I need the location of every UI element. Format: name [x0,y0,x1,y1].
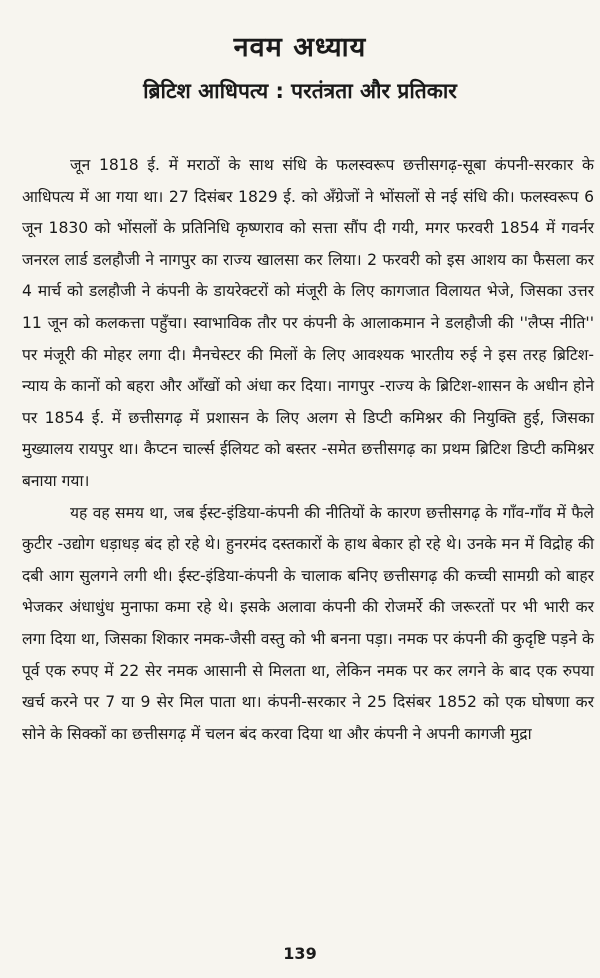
paragraph-2: यह वह समय था, जब ईस्ट-इंडिया-कंपनी की नीतियों के कारण छत्तीसगढ़ के गाँव-गाँव में फैले कुटीर -उद्योग धड़ाधड़ बंद हो रहे थे। हुनरमंद दस्तकारों के हाथ बेकार हो रहे थे। उनके मन में विद्रोह की दबी आग सुलगने लगी थी। ईस्ट-इंडिया-कंपनी के चालाक बनिए छत्तीसगढ़ की कच्ची सामग्री को बाहर भेजकर अंधाधुंध मुनाफा कमा रहे थे। इसके अलावा कंपनी की रोजमर्रे की जरूरतों पर भी भारी कर लगा दिया था, जिसका शिकार नमक-जैसी वस्तु को भी बनना पड़ा। नमक पर कंपनी की कुदृष्टि पड़ने के पूर्व एक रुपए में 22 सेर नमक आसानी से मिलता था, लेकिन नमक पर कर लगने के बाद एक रुपया खर्च करने पर 7 या 9 सेर मिल पाता था। कंपनी-सरकार ने 25 दिसंबर 1852 को एक घोषणा कर सोने के सिक्कों का छत्तीसगढ़ में चलन बंद करवा दिया था और कंपनी ने अपनी कागजी मुद्रा [22,503,594,743]
body-text [22,150,594,750]
page-number: 139 [283,944,317,963]
chapter-subtitle: ब्रिटिश आधिपत्य : परतंत्रता और प्रतिकार [143,79,457,103]
paragraph-1: जून 1818 ई. में मराठों के साथ संधि के फलस्वरूप छत्तीसगढ़-सूबा कंपनी-सरकार के आधिपत्य में आ गया था। 27 दिसंबर 1829 ई. को अँग्रेजों ने भोंसलों से नई संधि की। फलस्वरूप 6 जून 1830 को भोंसलों के प्रतिनिधि कृष्णराव को सत्ता सौंप दी गयी, मगर फरवरी 1854 में गवर्नर जनरल लार्ड डलहौजी ने नागपुर का राज्य खालसा कर लिया। 2 फरवरी को इस आशय का फैसला कर 4 मार्च को डलहौजी ने कंपनी के डायरेक्टरों को मंजूरी के लिए कागजात विलायत भेजे, जिसका उत्तर 11 जून को कलकत्ता पहुँचा। स्वाभाविक तौर पर कंपनी के आलाकमान ने डलहौजी की ''लैप्स नीति'' पर मंजूरी की मोहर लगा दी। मैनचेस्टर की मिलों के लिए आवश्यक भारतीय रुई ने इस तरह ब्रिटिश-न्याय के कानों को बहरा और आँखों को अंधा कर दिया। नागपुर -राज्य के ब्रिटिश-शासन के अधीन होने पर 1854 ई. में छत्तीसगढ़ में प्रशासन के लिए अलग से डिप्टी कमिश्नर की नियुक्ति हुई, जिसका मुख्यालय रायपुर था। कैप्टन चार्ल्स ईलियट को बस्तर -समेत छत्तीसगढ़ का प्रथम ब्रिटिश डिप्टी कमिश्नर बनाया गया। [22,156,594,490]
chapter-title: नवम अध्याय [233,32,367,63]
